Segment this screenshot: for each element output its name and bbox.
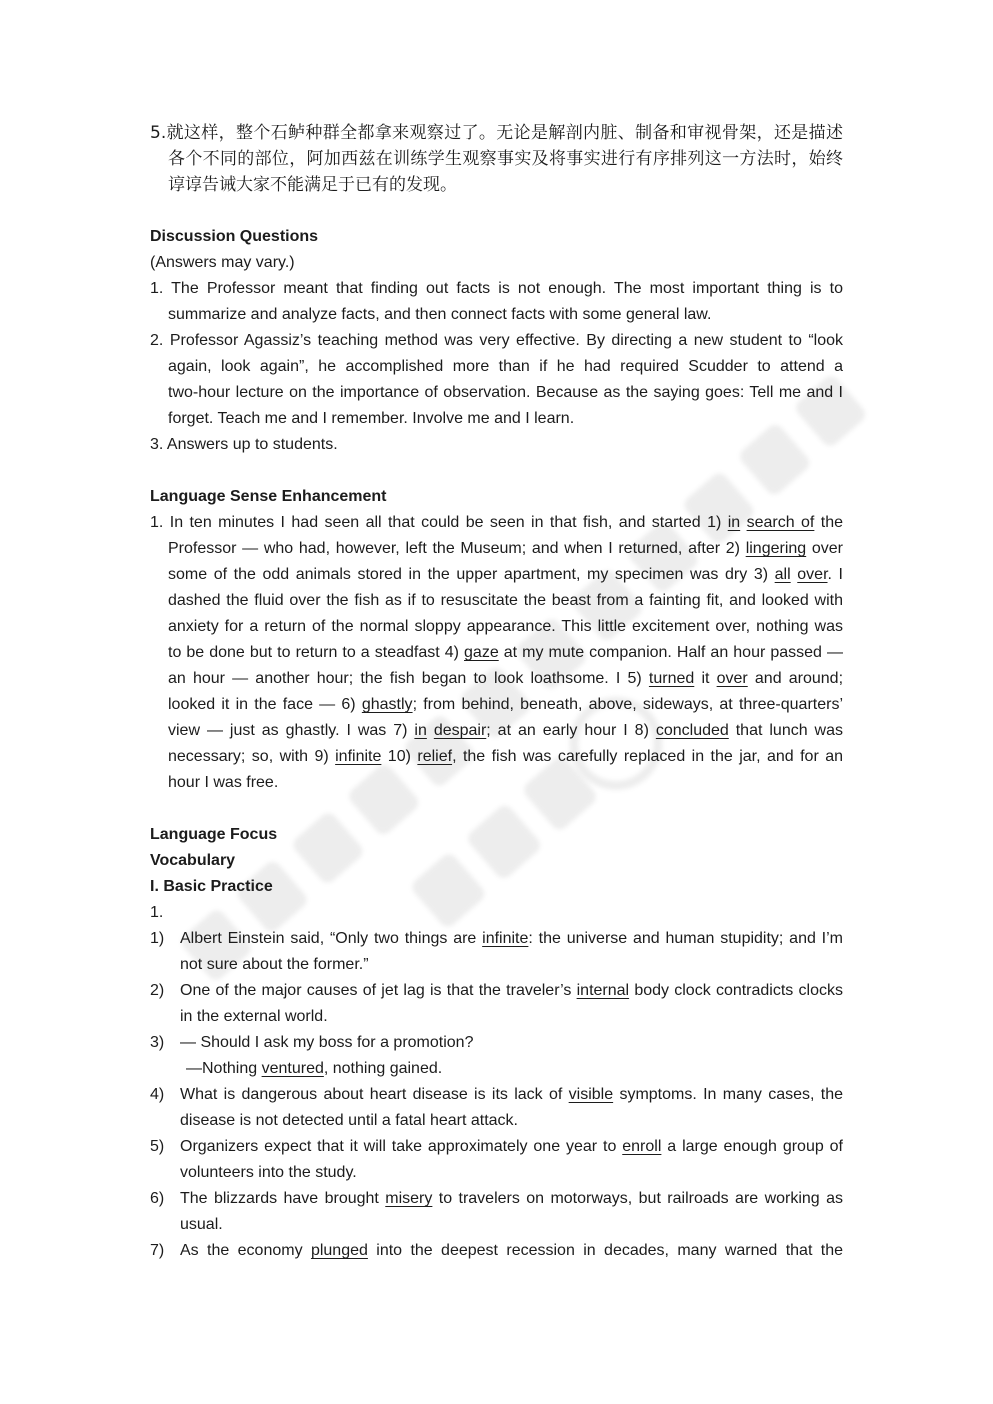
text-segment: What is dangerous about heart disease is its lack of: [180, 1086, 569, 1103]
chinese-text-line: 谆谆告诫大家不能满足于已有的发现。: [168, 175, 457, 195]
text-line: [150, 640, 843, 666]
chinese-text-line: 5.就这样，整个石鲈种群全都拿来观察过了。无论是解剖内脏、制备和审视骨架，还是描述: [150, 123, 843, 143]
text-segment: to travelers on motorways, but railroads are working as: [432, 1190, 843, 1207]
section-heading: Discussion Questions: [150, 228, 319, 245]
item-number: 5): [150, 1138, 165, 1155]
text-line: [180, 1212, 843, 1238]
practice-heading: I. Basic Practice: [150, 878, 273, 895]
discussion-answer-3: [150, 432, 843, 458]
text-segment: looked it in the face — 6): [168, 696, 362, 713]
answer-word: concluded: [655, 722, 729, 739]
text-line: [150, 744, 843, 770]
text-segment: an hour — another hour; the fish began to look loathsome. I 5): [168, 670, 649, 687]
text-segment: volunteers into the study.: [180, 1164, 357, 1181]
text-line: [150, 666, 843, 692]
vocab-item: [150, 1082, 843, 1134]
text-segment: anxiety for a return of the normal sloppy appearance. This little excitement over, nothing was: [168, 618, 843, 635]
text-segment: One of the major causes of jet lag is that the traveler’s: [180, 982, 577, 999]
text-line: [150, 510, 843, 536]
text-segment: As the economy: [180, 1242, 311, 1259]
answer-word: search of: [746, 514, 815, 531]
language-sense-enhancement: [150, 484, 843, 796]
answer-word: infinite: [482, 930, 529, 947]
text-segment: that lunch was: [728, 722, 844, 739]
translation-paragraph-5: [150, 120, 843, 198]
text-segment: over: [806, 540, 843, 557]
answer-word: visible: [568, 1086, 614, 1103]
text-segment: [427, 722, 434, 739]
answer-word: turned: [648, 670, 695, 687]
discussion-answer-1: [150, 276, 843, 328]
text-segment: body clock contradicts clocks: [629, 982, 843, 999]
item-number: 1): [150, 930, 165, 947]
answer-word: infinite: [335, 748, 382, 765]
text-line: [180, 952, 843, 978]
answer-word: relief: [417, 748, 453, 765]
answer-word: misery: [385, 1190, 433, 1207]
text-line: summarize and analyze facts, and then connect facts with some general law.: [168, 306, 712, 323]
text-segment: Albert Einstein said, “Only two things are: [180, 930, 483, 947]
text-segment: and around;: [747, 670, 844, 687]
text-segment: at my mute companion. Half an hour passed —: [498, 644, 843, 661]
text-segment: 1. In ten minutes I had seen all that could be seen in that fish, and started 1): [150, 514, 728, 531]
blank-line: [150, 796, 843, 822]
answers-note: (Answers may vary.): [150, 254, 295, 271]
answer-word: over: [716, 670, 748, 687]
text-segment: hour I was free.: [168, 774, 279, 791]
item-number: 3): [150, 1034, 165, 1051]
text-line: forget. Teach me and I remember. Involve me and I learn.: [168, 410, 575, 427]
text-line: [180, 1134, 843, 1160]
text-segment: . I: [827, 566, 843, 583]
subsection-heading: Vocabulary: [150, 852, 236, 869]
answer-word: all: [774, 566, 791, 583]
text-line: [150, 692, 843, 718]
text-line: [180, 1030, 843, 1056]
chinese-text-line: 各个不同的部位，阿加西兹在训练学生观察事实及将事实进行有序排列这一方法时，始终: [168, 149, 843, 169]
vocab-item: [150, 1134, 843, 1186]
text-line: [180, 1186, 843, 1212]
text-segment: , the fish was carefully replaced in the jar, and for an: [452, 748, 844, 765]
discussion-questions: [150, 224, 843, 458]
text-segment: into the deepest recession in decades, many warned that the: [367, 1242, 844, 1259]
text-segment: some of the odd animals stored in the upper apartment, my specimen was dry 3): [168, 566, 775, 583]
answer-word: in: [414, 722, 427, 739]
text-line: [180, 1082, 843, 1108]
item-number: 2): [150, 982, 165, 999]
text-segment: to be done but to return to a steadfast 4): [168, 644, 465, 661]
item-number: 7): [150, 1242, 165, 1259]
discussion-answer-2: [150, 328, 843, 432]
vocab-item: [150, 1186, 843, 1238]
text-segment: dashed the fluid over the fish as if to resuscitate the beast from a fainting fit, and looked with: [168, 592, 843, 609]
text-segment: : the universe and human stupidity; and I’m: [528, 930, 844, 947]
text-line: [180, 1108, 843, 1134]
text-line: [150, 718, 843, 744]
text-line: [150, 536, 843, 562]
text-line: [150, 588, 843, 614]
vocab-item: [150, 978, 843, 1030]
exercise-number: 1.: [150, 904, 164, 921]
text-line: two-hour lecture on the importance of observation. Because as the saying goes: Tell me and I: [168, 384, 843, 401]
answer-word: internal: [576, 982, 630, 999]
text-segment: , nothing gained.: [323, 1060, 443, 1077]
text-line: [180, 1160, 843, 1186]
text-segment: necessary; so, with 9): [168, 748, 336, 765]
item-number: 4): [150, 1086, 165, 1103]
answer-word: despair: [433, 722, 487, 739]
text-segment: Professor — who had, however, left the Museum; and when I returned, after 2): [168, 540, 746, 557]
text-line: [180, 978, 843, 1004]
text-line: again, look again”, he accomplished more than if he had required Scudder to attend a: [168, 358, 843, 375]
text-line: [180, 1056, 843, 1082]
item-number: 6): [150, 1190, 165, 1207]
vocab-item: [150, 926, 843, 978]
text-line: 1. The Professor meant that finding out facts is not enough. The most important thing is to: [150, 280, 843, 297]
answer-word: lingering: [745, 540, 807, 557]
text-line: [150, 770, 843, 796]
text-segment: not sure about the former.”: [180, 956, 369, 973]
text-line: [180, 1238, 843, 1264]
text-segment: —Nothing: [186, 1060, 262, 1077]
answer-word: in: [727, 514, 741, 531]
text-segment: disease is not detected until a fatal heart attack.: [180, 1112, 518, 1129]
text-line: [150, 562, 843, 588]
language-focus: [150, 822, 843, 1264]
page-content: [150, 120, 843, 1264]
text-segment: in the external world.: [180, 1008, 328, 1025]
text-segment: ; from behind, beneath, above, sideways, at three-quarters’: [412, 696, 843, 713]
text-line: [180, 1004, 843, 1030]
text-segment: 10): [381, 748, 418, 765]
answer-word: ventured: [261, 1060, 324, 1077]
text-segment: view — just as ghastly. I was 7): [168, 722, 415, 739]
blank-line: [150, 198, 843, 224]
answer-word: over: [797, 566, 828, 583]
text-segment: it: [694, 670, 717, 687]
text-segment: a large enough group of: [661, 1138, 843, 1155]
section-heading: Language Focus: [150, 826, 278, 843]
vocab-item: [150, 1030, 843, 1082]
text-segment: Organizers expect that it will take approximately one year to: [180, 1138, 623, 1155]
answer-word: plunged: [310, 1242, 368, 1259]
answer-word: ghastly: [361, 696, 413, 713]
text-segment: symptoms. In many cases, the: [613, 1086, 843, 1103]
section-heading: Language Sense Enhancement: [150, 488, 387, 505]
text-line: 3. Answers up to students.: [150, 436, 338, 453]
answer-word: gaze: [464, 644, 499, 661]
text-segment: — Should I ask my boss for a promotion?: [180, 1034, 474, 1051]
text-segment: The blizzards have brought: [180, 1190, 386, 1207]
text-line: [180, 926, 843, 952]
blank-line: [150, 458, 843, 484]
text-line: 2. Professor Agassiz’s teaching method was very effective. By directing a new student to “look: [150, 332, 843, 349]
text-segment: ; at an early hour I 8): [486, 722, 656, 739]
text-segment: usual.: [180, 1216, 223, 1233]
text-line: [150, 614, 843, 640]
text-segment: the: [814, 514, 844, 531]
vocab-item: [150, 1238, 843, 1264]
answer-word: enroll: [622, 1138, 662, 1155]
